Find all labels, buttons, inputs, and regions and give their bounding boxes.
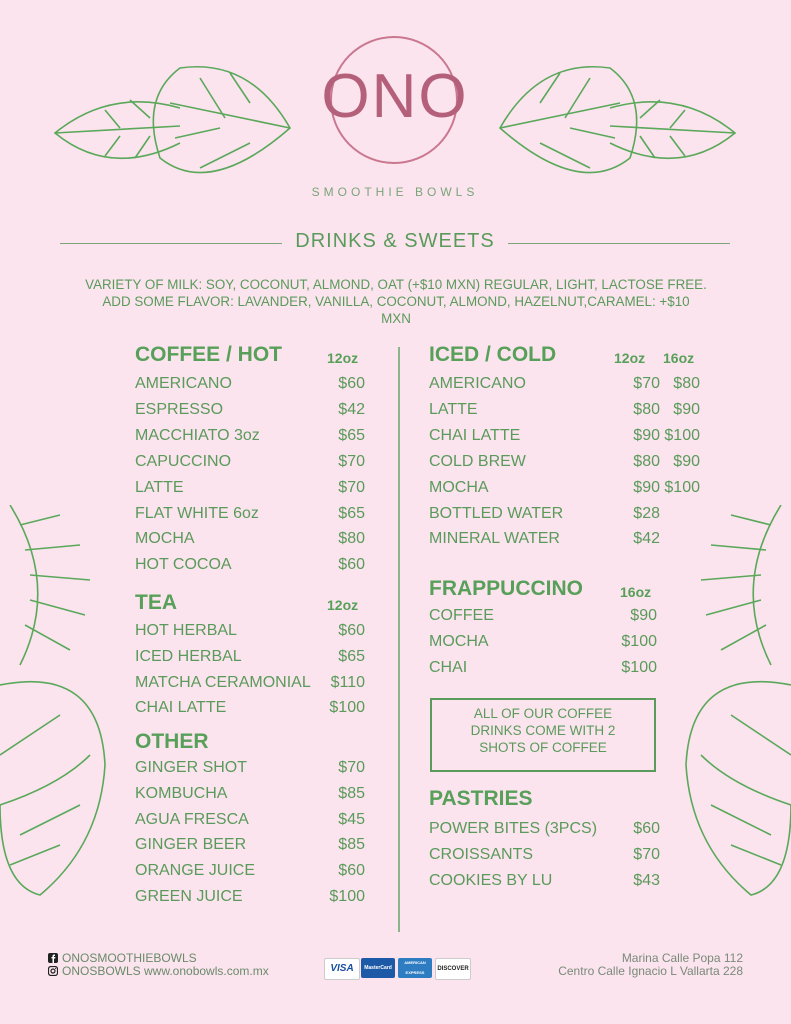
instagram-icon	[48, 966, 58, 976]
column-divider	[398, 347, 400, 932]
tagline: SMOOTHIE BOWLS	[311, 185, 479, 199]
menu-item-price: $100	[329, 888, 365, 905]
menu-item-name: FLAT WHITE 6oz	[135, 505, 259, 522]
facebook-handle[interactable]: ONOSMOOTHIEBOWLS	[62, 951, 197, 965]
menu-item-name: GREEN JUICE	[135, 888, 243, 905]
iced-cold-size-12: 12oz	[614, 350, 646, 366]
footer-social	[48, 952, 269, 978]
visa-icon: VISA	[324, 958, 360, 980]
menu-item-price: $70	[338, 479, 365, 496]
intro-line-3: MXN	[381, 311, 411, 326]
discover-icon: DISCOVER	[435, 958, 471, 980]
coffee-shots-notice	[430, 698, 656, 772]
menu-item-price: $100	[621, 633, 657, 650]
menu-item-price: $80	[338, 530, 365, 547]
menu-item-price: $28	[633, 505, 660, 522]
notice-line-3: SHOTS OF COFFEE	[479, 740, 607, 755]
menu-item-price: $45	[338, 811, 365, 828]
menu-item-name: POWER BITES (3PCS)	[429, 820, 598, 837]
menu-item-name: CROISSANTS	[429, 846, 534, 863]
coffee-hot-size: 12oz	[327, 350, 359, 366]
leaf-top-left-icon	[50, 48, 320, 198]
instagram-handle[interactable]: ONOSBOWLS www.onobowls.com.mx	[62, 964, 269, 978]
footer-addresses	[558, 952, 743, 978]
notice-line-2: DRINKS COME WITH 2	[470, 723, 616, 738]
intro-text	[56, 276, 736, 327]
menu-item-name: CHAI	[429, 659, 468, 676]
coffee-hot-title: COFFEE / HOT	[135, 343, 282, 366]
menu-item-name: AMERICANO	[429, 375, 526, 392]
logo: ONO	[321, 62, 469, 131]
menu-item-price: $80	[673, 375, 700, 392]
menu-item-price: $80	[633, 401, 660, 418]
menu-item-name: LATTE	[135, 479, 184, 496]
menu-item-price: $85	[338, 836, 365, 853]
heading-rule-left	[60, 243, 282, 244]
menu-item-name: AGUA FRESCA	[135, 811, 249, 828]
leaf-left-icon	[0, 505, 120, 905]
iced-cold-size-16: 16oz	[663, 350, 695, 366]
menu-item-name: COLD BREW	[429, 453, 526, 470]
menu-item-price: $42	[633, 530, 660, 547]
menu-item-name: ORANGE JUICE	[135, 862, 256, 879]
menu-item-price: $65	[338, 505, 365, 522]
menu-item-name: KOMBUCHA	[135, 785, 228, 802]
amex-icon: AMERICAN EXPRESS	[398, 958, 432, 978]
menu-item-price: $60	[338, 862, 365, 879]
address-centro: Centro Calle Ignacio L Vallarta 228	[558, 964, 743, 978]
menu-item-price: $110	[330, 674, 365, 691]
leaf-right-icon	[671, 505, 791, 905]
menu-item-price: $90	[673, 401, 700, 418]
menu-item-name: GINGER BEER	[135, 836, 247, 853]
menu-item-name: GINGER SHOT	[135, 759, 248, 776]
tea-title: TEA	[135, 591, 177, 614]
menu-item-price: $85	[338, 785, 365, 802]
menu-item-price: $90	[633, 479, 660, 496]
menu-item-name: CHAI LATTE	[135, 699, 227, 716]
menu-item-price: $70	[338, 759, 365, 776]
menu-item-name: HOT HERBAL	[135, 622, 237, 639]
menu-item-name: BOTTLED WATER	[429, 505, 564, 522]
mastercard-icon: MasterCard	[361, 958, 395, 978]
menu-item-name: COFFEE	[429, 607, 494, 624]
instagram-row	[48, 965, 269, 978]
menu-item-price: $100	[329, 699, 365, 716]
notice-line-1: ALL OF OUR COFFEE	[473, 706, 613, 721]
leaf-top-right-icon	[470, 48, 740, 198]
menu-item-price: $90	[673, 453, 700, 470]
iced-cold-title: ICED / COLD	[429, 343, 557, 366]
facebook-icon	[48, 953, 58, 963]
menu-item-name: MATCHA CERAMONIAL	[135, 674, 311, 691]
menu-item-price: $80	[633, 453, 660, 470]
menu-item-name: MINERAL WATER	[429, 530, 560, 547]
menu-item-name: MOCHA	[429, 633, 489, 650]
frappuccino-size: 16oz	[620, 584, 652, 600]
menu-item-price: $60	[338, 375, 365, 392]
intro-line-2: ADD SOME FLAVOR: LAVANDER, VANILLA, COCONUT, ALMOND, HAZELNUT,CARAMEL: +$10	[102, 294, 690, 309]
menu-item-price: $100	[621, 659, 657, 676]
intro-line-1: VARIETY OF MILK: SOY, COCONUT, ALMOND, OAT (+$10 MXN) REGULAR, LIGHT, LACTOSE FREE.	[85, 277, 707, 292]
menu-item-name: MACCHIATO 3oz	[135, 427, 260, 444]
menu-item-name: ESPRESSO	[135, 401, 224, 418]
menu-item-name: MOCHA	[135, 530, 195, 547]
menu-item-name: CHAI LATTE	[429, 427, 521, 444]
menu-item-price: $100	[664, 479, 700, 496]
menu-item-price: $70	[633, 375, 660, 392]
menu-item-price: $70	[633, 846, 660, 863]
menu-item-price: $60	[338, 556, 365, 573]
menu-item-price: $65	[338, 648, 365, 665]
menu-item-price: $60	[338, 622, 365, 639]
menu-item-name: MOCHA	[429, 479, 489, 496]
menu-item-price: $90	[630, 607, 657, 624]
pastries-title: PASTRIES	[429, 787, 533, 810]
menu-item-name: AMERICANO	[135, 375, 232, 392]
menu-item-price: $70	[338, 453, 365, 470]
heading-rule-right	[508, 243, 730, 244]
menu-item-name: COOKIES BY LU	[429, 872, 553, 889]
menu-item-name: CAPUCCINO	[135, 453, 232, 470]
frappuccino-title: FRAPPUCCINO	[429, 577, 584, 600]
page-title: DRINKS & SWEETS	[295, 230, 495, 252]
other-title: OTHER	[135, 730, 209, 753]
menu-item-price: $60	[633, 820, 660, 837]
menu-item-price: $100	[664, 427, 700, 444]
address-marina: Marina Calle Popa 112	[621, 951, 743, 965]
menu-item-name: LATTE	[429, 401, 478, 418]
tea-size: 12oz	[327, 597, 359, 613]
menu-item-name: ICED HERBAL	[135, 648, 242, 665]
menu-item-price: $90	[633, 427, 660, 444]
menu-item-name: HOT COCOA	[135, 556, 232, 573]
menu-item-price: $65	[338, 427, 365, 444]
menu-item-price: $42	[338, 401, 365, 418]
menu-item-price: $43	[633, 872, 660, 889]
